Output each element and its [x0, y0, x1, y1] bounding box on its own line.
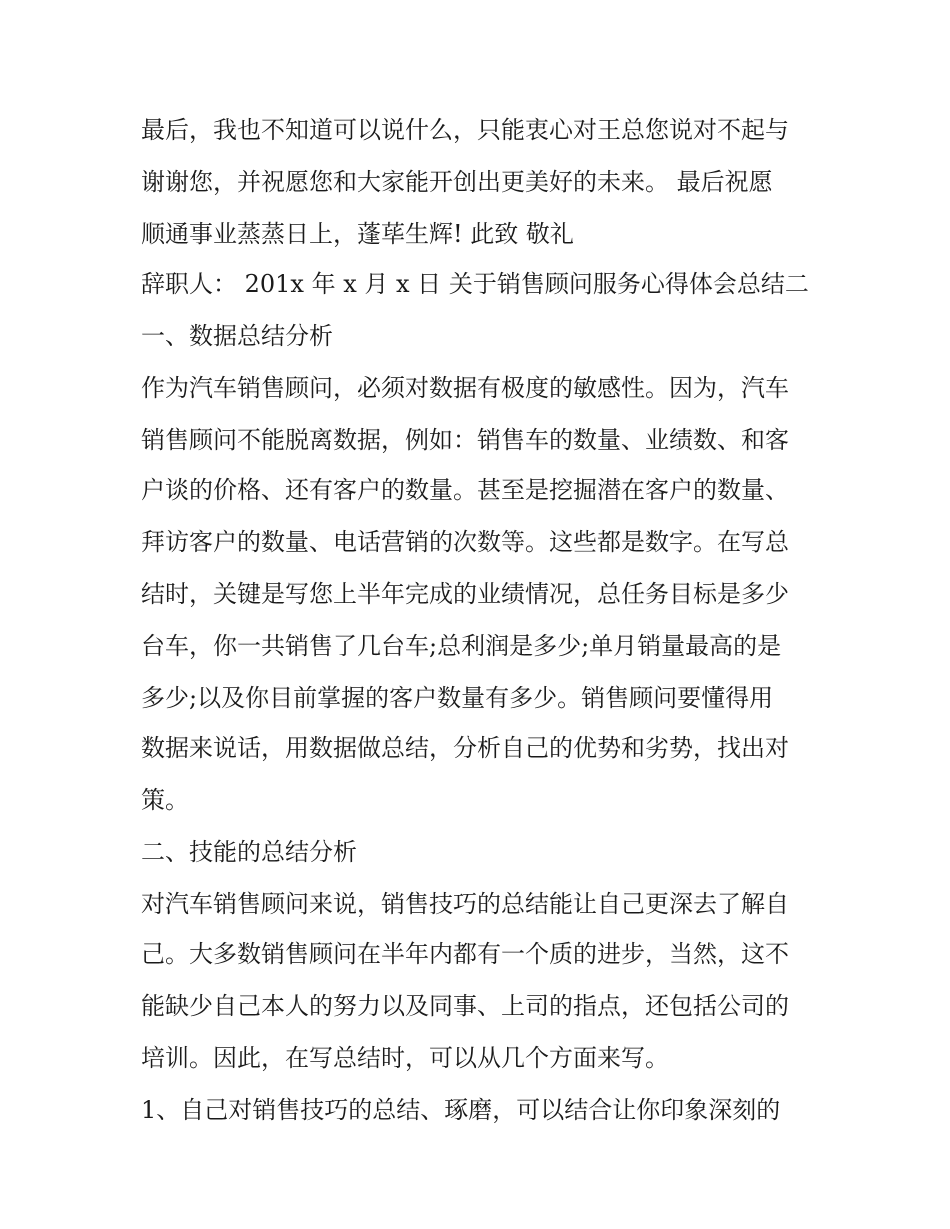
- section-heading-skills-analysis: 二、技能的总结分析: [141, 838, 357, 866]
- text-line: 台车，你一共销售了几台车;总利润是多少;单月销量最高的是: [141, 632, 782, 660]
- text-line: 培训。因此，在写总结时，可以从几个方面来写。: [141, 1044, 669, 1072]
- text-line: 己。大多数销售顾问在半年内都有一个质的进步，当然，这不: [141, 940, 789, 968]
- text-line: 拜访客户的数量、电话营销的次数等。这些都是数字。在写总: [141, 528, 789, 556]
- text-line: 辞职人： 201x 年 x 月 x 日 关于销售顾问服务心得体会总结二: [141, 270, 809, 298]
- text-line: 多少;以及你目前掌握的客户数量有多少。销售顾问要懂得用: [141, 684, 774, 712]
- text-line: 户谈的价格、还有客户的数量。甚至是挖掘潜在客户的数量、: [141, 476, 789, 504]
- text-line: 作为汽车销售顾问，必须对数据有极度的敏感性。因为，汽车: [141, 374, 789, 402]
- text-line: 结时，关键是写您上半年完成的业绩情况，总任务目标是多少: [141, 580, 789, 608]
- text-line: 1、自己对销售技巧的总结、琢磨，可以结合让你印象深刻的: [141, 1096, 781, 1124]
- section-heading-data-analysis: 一、数据总结分析: [141, 322, 333, 350]
- text-line: 销售顾问不能脱离数据，例如：销售车的数量、业绩数、和客: [141, 426, 789, 454]
- text-line: 策。: [141, 786, 189, 814]
- text-line: 对汽车销售顾问来说，销售技巧的总结能让自己更深去了解自: [141, 890, 789, 918]
- text-line: 数据来说话，用数据做总结，分析自己的优势和劣势，找出对: [141, 734, 789, 762]
- text-line: 顺通事业蒸蒸日上，蓬荜生辉! 此致 敬礼: [141, 220, 574, 248]
- text-line: 能缺少自己本人的努力以及同事、上司的指点，还包括公司的: [141, 992, 789, 1020]
- text-line: 谢谢您，并祝愿您和大家能开创出更美好的未来。 最后祝愿: [141, 168, 773, 196]
- text-line: 最后，我也不知道可以说什么，只能衷心对王总您说对不起与: [141, 116, 789, 144]
